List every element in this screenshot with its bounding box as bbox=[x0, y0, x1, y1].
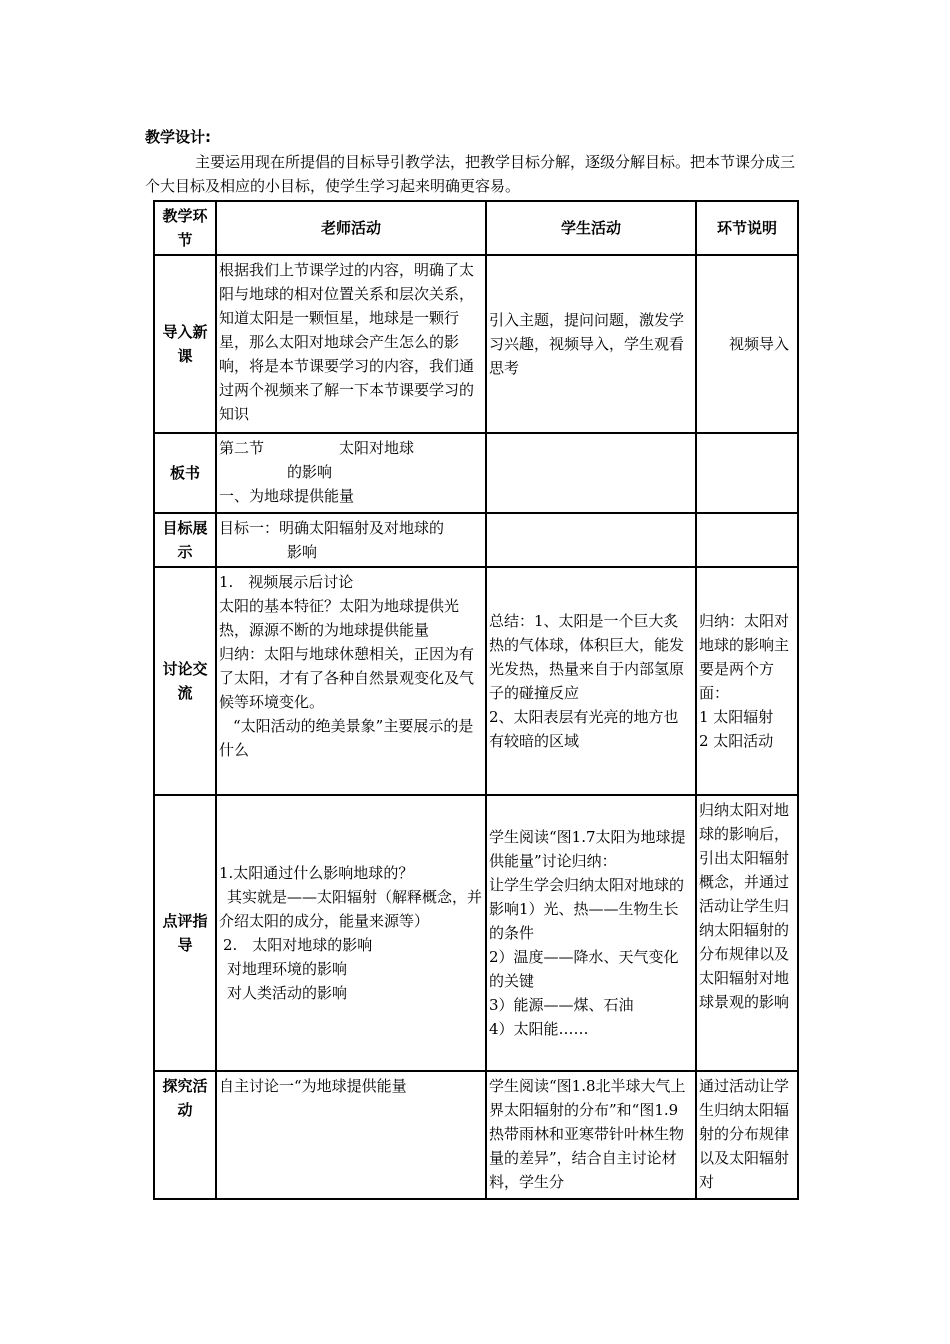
cell-text: 1. 视频展示后讨论 bbox=[219, 573, 354, 591]
cell-text: 影响 bbox=[287, 543, 318, 561]
stage-cell: 目标展示 bbox=[154, 513, 216, 567]
cell-text: 根据我们上节课学过的内容，明确了太阳与地球的相对位置关系和层次关系，知道太阳是一颗恒星，地球是一颗行星，那么太阳对地球会产生怎么的影响，将是本节课要学习的内容，我们通过两个视频来了解一下本节课要学习的知识 bbox=[219, 261, 475, 423]
teacher-cell bbox=[216, 433, 486, 513]
cell-text: 3）能源——煤、石油 bbox=[489, 996, 634, 1014]
table-header-row bbox=[154, 201, 798, 255]
cell-text: 对人类活动的影响 bbox=[227, 984, 348, 1002]
table-row bbox=[154, 433, 798, 513]
teacher-cell bbox=[216, 1071, 486, 1199]
teacher-cell bbox=[216, 795, 486, 1071]
stage-cell: 点评指导 bbox=[154, 795, 216, 1071]
cell-text: 4）太阳能…… bbox=[489, 1020, 589, 1038]
cell-text: 自主讨论一“为地球提供能量 bbox=[219, 1077, 407, 1095]
table-row bbox=[154, 255, 798, 433]
cell-text: 太阳的基本特征？太阳为地球提供光热，源源不断的为地球提供能量 bbox=[219, 597, 460, 639]
note-cell bbox=[696, 1071, 798, 1199]
cell-text: 引入主题，提问问题，激发学习兴趣，视频导入，学生观看思考 bbox=[489, 311, 685, 377]
student-cell bbox=[486, 1071, 696, 1199]
section-heading: 教学设计: bbox=[145, 128, 211, 146]
cell-text: 1 太阳辐射 bbox=[699, 708, 774, 726]
cell-text: “太阳活动的绝美景象”主要展示的是什么 bbox=[219, 717, 474, 759]
header-stage: 教学环节 bbox=[154, 201, 216, 255]
intro-paragraph bbox=[145, 150, 800, 198]
intro-text: 主要运用现在所提倡的目标导引教学法，把教学目标分解，逐级分解目标。把本节课分成三个大目标及相应的小目标，使学生学习起来明确更容易。 bbox=[145, 153, 796, 195]
header-teacher: 老师活动 bbox=[216, 201, 486, 255]
teacher-cell bbox=[216, 513, 486, 567]
cell-text: 归纳：太阳与地球休憩相关，正因为有了太阳，才有了各种自然景观变化及气候等环境变化。 bbox=[219, 645, 475, 711]
student-cell bbox=[486, 567, 696, 795]
stage-cell: 讨论交流 bbox=[154, 567, 216, 795]
teacher-cell bbox=[216, 255, 486, 433]
cell-text: 2、太阳表层有光亮的地方也有较暗的区域 bbox=[489, 708, 679, 750]
teacher-cell bbox=[216, 567, 486, 795]
cell-text: 的影响 bbox=[287, 463, 333, 481]
cell-text: 归纳太阳对地球的影响后，引出太阳辐射概念，并通过活动让学生归纳太阳辐射的分布规律以及太阳辐射对地球景观的影响 bbox=[699, 801, 790, 1011]
cell-text: 其实就是——太阳辐射（解释概念，并介绍太阳的成分，能量来源等） bbox=[219, 888, 483, 930]
cell-text: 学生阅读“图1.7太阳为地球提供能量”讨论归纳： bbox=[489, 828, 686, 870]
cell-text: 视频导入 bbox=[729, 335, 790, 353]
table-row bbox=[154, 513, 798, 567]
stage-cell: 探究活动 bbox=[154, 1071, 216, 1199]
cell-text: 第二节 太阳对地球 bbox=[219, 439, 415, 457]
note-cell bbox=[696, 513, 798, 567]
cell-text: 学生阅读“图1.8北半球大气上界太阳辐射的分布”和“图1.9 热带雨林和亚寒带针叶林生物量的差异”，结合自主讨论材料，学生分 bbox=[489, 1077, 693, 1191]
student-cell bbox=[486, 255, 696, 433]
note-cell bbox=[696, 433, 798, 513]
note-cell bbox=[696, 255, 798, 433]
cell-text: 对地理环境的影响 bbox=[227, 960, 348, 978]
cell-text: 2）温度——降水、天气变化的关键 bbox=[489, 948, 679, 990]
table-row bbox=[154, 795, 798, 1071]
cell-text: 归纳：太阳对地球的影响主要是两个方面： bbox=[699, 612, 790, 702]
note-cell bbox=[696, 567, 798, 795]
header-student: 学生活动 bbox=[486, 201, 696, 255]
lesson-table bbox=[153, 200, 799, 1200]
cell-text: 2. 太阳对地球的影响 bbox=[223, 936, 373, 954]
stage-cell: 导入新课 bbox=[154, 255, 216, 433]
table-row bbox=[154, 567, 798, 795]
student-cell bbox=[486, 433, 696, 513]
cell-text: 目标一：明确太阳辐射及对地球的 bbox=[219, 519, 445, 537]
stage-cell: 板书 bbox=[154, 433, 216, 513]
header-note: 环节说明 bbox=[696, 201, 798, 255]
student-cell bbox=[486, 513, 696, 567]
cell-text: 通过活动让学生归纳太阳辐射的分布规律以及太阳辐射对 bbox=[699, 1077, 790, 1191]
cell-text: 总结：1、太阳是一个巨大炙热的气体球，体积巨大，能发光发热，热量来自于内部氢原子的碰撞反应 bbox=[489, 612, 685, 702]
cell-text: 2 太阳活动 bbox=[699, 732, 774, 750]
cell-text: 让学生学会归纳太阳对地球的影响1）光、热——生物生长的条件 bbox=[489, 876, 685, 942]
student-cell bbox=[486, 795, 696, 1071]
table-row bbox=[154, 1071, 798, 1199]
cell-text: 1.太阳通过什么影响地球的？ bbox=[219, 864, 414, 882]
cell-text: 一、为地球提供能量 bbox=[219, 487, 355, 505]
note-cell bbox=[696, 795, 798, 1071]
